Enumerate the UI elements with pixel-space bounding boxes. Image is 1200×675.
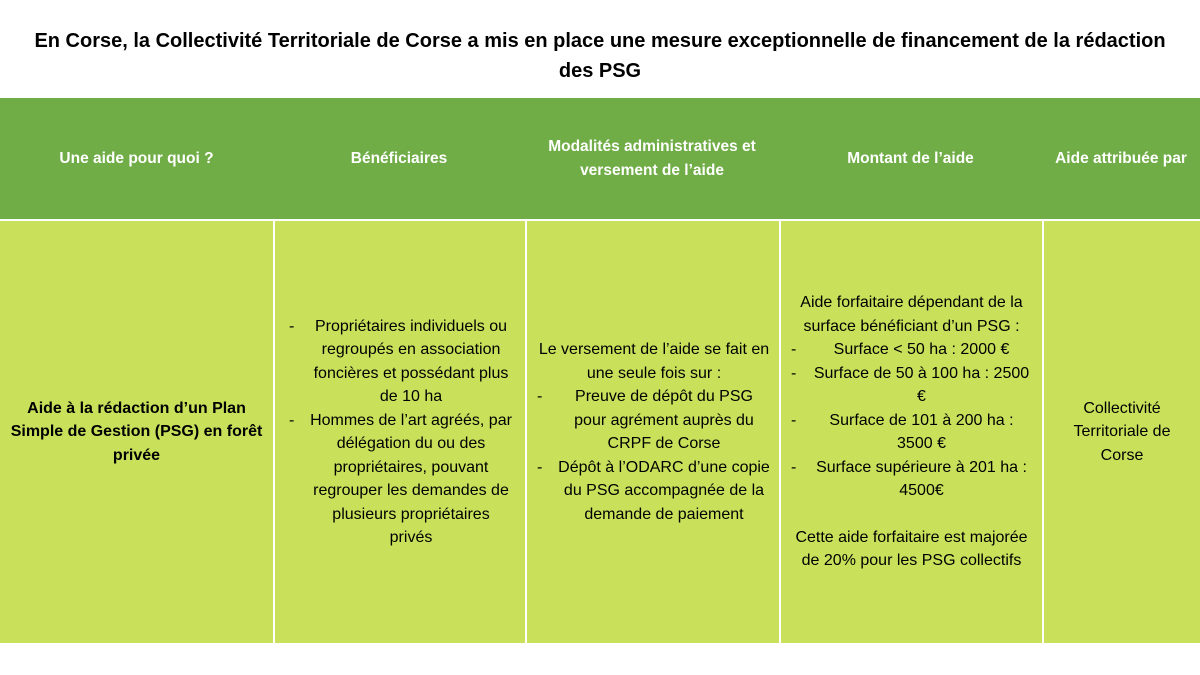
modalities-intro: Le versement de l’aide se fait en une seule fois sur : — [538, 341, 770, 382]
dash-bullet: - — [289, 411, 295, 429]
cell-beneficiaries — [273, 219, 525, 643]
amount-intro: Aide forfaitaire dépendant de la surface bénéficiant d’un PSG : — [800, 294, 1023, 335]
modality-text: Dépôt à l’ODARC d’une copie du PSG accompagnée de la demande de paiement — [558, 458, 770, 523]
cell-modalities — [525, 219, 779, 643]
dash-bullet: - — [537, 388, 543, 405]
aid-table — [0, 98, 1200, 643]
modalities-block — [537, 338, 771, 526]
amount-text: Surface supérieure à 201 ha : 4500€ — [816, 458, 1027, 500]
cell-granted-by — [1042, 219, 1200, 643]
list-item — [537, 456, 771, 527]
beneficiaries-list — [289, 315, 513, 550]
beneficiary-text: Hommes de l’art agréés, par délégation du ou des propriétaires, pouvant regrouper les demandes de plusieurs propriétaires privés — [310, 411, 512, 546]
list-item — [791, 362, 1032, 409]
amounts-list — [791, 338, 1032, 503]
list-item — [791, 456, 1032, 503]
amount-note: Cette aide forfaitaire est majorée de 20% pour les PSG collectifs — [795, 528, 1028, 570]
list-item — [791, 338, 1032, 362]
cell-purpose — [0, 219, 273, 643]
dash-bullet: - — [791, 411, 797, 429]
amount-text: Surface < 50 ha : 2000 € — [833, 341, 1010, 359]
dash-bullet: - — [791, 341, 797, 359]
list-item — [289, 409, 513, 550]
amount-text: Surface de 50 à 100 ha : 2500 € — [813, 364, 1030, 406]
modality-text: Preuve de dépôt du PSG pour agrément auprès du CRPF de Corse — [574, 388, 754, 452]
list-item — [791, 409, 1032, 456]
modalities-list — [537, 385, 771, 526]
header-purpose: Une aide pour quoi ? — [0, 98, 273, 219]
granted-by-text: Collectivité Territoriale de Corse — [1073, 399, 1171, 464]
purpose-text: Aide à la rédaction d’un Plan Simple de Gestion (PSG) en forêt privée — [10, 399, 263, 464]
amount-block — [791, 291, 1032, 573]
beneficiary-text: Propriétaires individuels ou regroupés en association foncières et possédant plus de 10 ha — [313, 317, 509, 405]
dash-bullet: - — [791, 364, 797, 382]
spacer — [791, 503, 1032, 526]
cell-amount — [779, 219, 1042, 643]
amount-text: Surface de 101 à 200 ha : 3500 € — [829, 411, 1014, 453]
header-amount: Montant de l’aide — [779, 98, 1042, 219]
dash-bullet: - — [537, 458, 543, 476]
list-item — [289, 315, 513, 409]
header-modalities: Modalités administratives et versement de l’aide — [525, 98, 779, 219]
dash-bullet: - — [791, 458, 797, 476]
slide-title: En Corse, la Collectivité Territoriale de Corse a mis en place une mesure exceptionnelle de financement de la rédaction des PSG — [34, 30, 1166, 82]
header-granted-by: Aide attribuée par — [1042, 98, 1200, 219]
list-item — [537, 385, 771, 456]
dash-bullet: - — [289, 317, 295, 335]
header-beneficiaries: Bénéficiaires — [273, 98, 525, 219]
